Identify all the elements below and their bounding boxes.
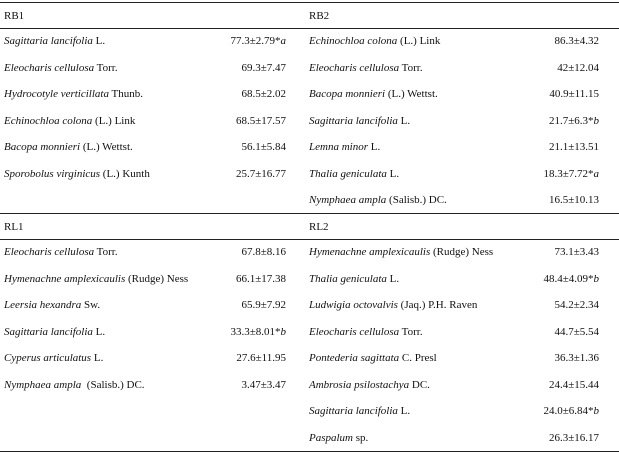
species-name	[309, 379, 430, 392]
value-mean-sd: 66.1±17.38	[235, 272, 286, 285]
species-scientific-name: Sagittaria lancifolia	[309, 405, 398, 417]
species-scientific-name: Sagittaria lancifolia	[4, 325, 93, 338]
species-authority: (Rudge) Ness	[125, 272, 189, 285]
value-mean-sd: 67.8±8.16	[241, 246, 286, 258]
value-mean-sd: 16.5±10.13	[548, 194, 599, 206]
species-authority: L.	[367, 141, 381, 153]
species-scientific-name: Ambrosia psilostachya	[309, 378, 410, 391]
species-authority: (L.) Link	[397, 35, 441, 47]
species-name	[4, 246, 118, 259]
species-scientific-name: Hymenachne amplexicaulis	[309, 246, 431, 258]
value-significance-letter: b	[593, 114, 599, 127]
species-value	[543, 405, 599, 418]
species-scientific-name: Leersia hexandra	[4, 299, 82, 311]
species-name	[4, 326, 105, 339]
species-name	[309, 35, 440, 48]
species-authority: (Salisb.) DC.	[386, 194, 447, 206]
value-mean-sd: 54.2±2.34	[554, 299, 599, 311]
species-value	[554, 299, 599, 312]
species-name	[309, 326, 423, 339]
species-value	[557, 62, 599, 75]
species-scientific-name: Eleocharis cellulosa	[309, 325, 400, 338]
species-authority: Sw.	[81, 299, 101, 311]
species-authority: L.	[92, 325, 106, 338]
species-name	[309, 352, 437, 365]
species-authority: Torr.	[399, 325, 423, 338]
species-scientific-name: Thalia geniculata	[309, 167, 387, 180]
value-mean-sd: 69.3±7.47	[241, 61, 286, 74]
value-mean-sd: 48.4±4.09*	[543, 272, 594, 285]
value-mean-sd: 3.47±3.47	[241, 378, 286, 391]
value-significance-letter: a	[280, 35, 286, 47]
species-value	[549, 115, 599, 128]
species-scientific-name: Hydrocotyle verticillata	[4, 88, 109, 100]
value-mean-sd: 77.3±2.79*	[230, 35, 281, 47]
species-scientific-name: Eleocharis cellulosa	[4, 61, 95, 74]
species-name	[309, 273, 399, 286]
value-mean-sd: 68.5±17.57	[235, 114, 286, 127]
value-mean-sd: 33.3±8.01*	[230, 325, 281, 338]
species-name	[4, 35, 105, 48]
species-authority: Torr.	[94, 61, 118, 74]
species-authority: Thunb.	[108, 88, 144, 100]
species-value	[241, 379, 286, 392]
section-header-rl1: RL1	[4, 221, 24, 233]
species-value	[549, 88, 599, 101]
species-scientific-name: Eleocharis cellulosa	[309, 61, 400, 74]
species-scientific-name: Sagittaria lancifolia	[309, 114, 398, 127]
species-authority: DC.	[409, 378, 430, 391]
value-mean-sd: 44.7±5.54	[554, 325, 599, 338]
species-scientific-name: Eleocharis cellulosa	[4, 246, 95, 258]
section-rule-middle	[0, 213, 619, 214]
species-authority: (L.) Link	[92, 114, 136, 127]
species-name	[309, 432, 368, 445]
species-name	[4, 168, 150, 181]
value-significance-letter: a	[593, 167, 599, 180]
species-name	[309, 405, 410, 418]
value-mean-sd: 21.7±6.3*	[548, 114, 594, 127]
value-mean-sd: 86.3±4.32	[554, 35, 599, 47]
species-authority: L.	[386, 272, 400, 285]
species-value	[554, 246, 599, 259]
value-mean-sd: 42±12.04	[557, 61, 599, 74]
species-value	[549, 194, 599, 207]
value-mean-sd: 65.9±7.92	[241, 299, 286, 311]
species-authority: Torr.	[399, 61, 423, 74]
species-scientific-name: Thalia geniculata	[309, 272, 387, 285]
species-scientific-name: Paspalum	[309, 431, 353, 444]
species-scientific-name: Bacopa monnieri	[4, 141, 81, 153]
species-value	[543, 168, 599, 181]
species-authority: (L.) Wettst.	[385, 88, 438, 100]
species-value	[241, 299, 286, 312]
value-significance-letter: b	[593, 405, 599, 417]
value-mean-sd: 40.9±11.15	[549, 88, 599, 100]
species-name	[4, 115, 135, 128]
species-authority: sp.	[353, 431, 369, 444]
species-authority: (L.) Kunth	[100, 167, 150, 180]
species-value	[549, 379, 599, 392]
value-mean-sd: 68.5±2.02	[241, 88, 286, 100]
value-mean-sd: 21.1±13.51	[548, 141, 599, 153]
species-value	[241, 141, 286, 154]
species-scientific-name: Bacopa monnieri	[309, 88, 386, 100]
species-name	[309, 115, 410, 128]
species-authority: (L.) Wettst.	[80, 141, 133, 153]
value-mean-sd: 73.1±3.43	[554, 246, 599, 258]
species-name	[4, 62, 118, 75]
species-scientific-name: Echinochloa colona	[4, 114, 93, 127]
bottom-rule	[0, 451, 619, 452]
species-value	[241, 246, 286, 259]
species-authority: L.	[397, 405, 411, 417]
value-significance-letter: b	[593, 272, 599, 285]
section-header-rl2: RL2	[309, 221, 329, 233]
species-authority: (Jaq.) P.H. Raven	[397, 299, 478, 311]
species-value	[554, 352, 599, 365]
species-scientific-name: Nymphaea ampla	[309, 194, 387, 206]
species-authority: L.	[397, 114, 411, 127]
species-name	[4, 352, 103, 365]
species-scientific-name: Hymenachne amplexicaulis	[4, 272, 126, 285]
species-name	[4, 273, 188, 286]
value-significance-letter: b	[280, 325, 286, 338]
species-scientific-name: Echinochloa colona	[309, 35, 398, 47]
header-rule-upper	[0, 28, 619, 29]
species-scientific-name: Ludwigia octovalvis	[309, 299, 398, 311]
species-value	[230, 35, 286, 48]
species-scientific-name: Cyperus articulatus	[4, 352, 92, 364]
species-authority: C. Presl	[399, 352, 437, 364]
species-name	[4, 88, 143, 101]
species-value	[549, 141, 599, 154]
value-mean-sd: 26.3±16.17	[548, 431, 599, 444]
species-scientific-name: Sagittaria lancifolia	[4, 35, 93, 47]
species-authority: (Salisb.) DC.	[81, 378, 145, 391]
species-name	[309, 194, 447, 207]
value-mean-sd: 24.0±6.84*	[543, 405, 594, 417]
species-name	[309, 168, 399, 181]
species-name	[4, 379, 145, 392]
species-scientific-name: Sporobolus virginicus	[4, 167, 101, 180]
section-header-rb1: RB1	[4, 10, 25, 22]
top-rule	[0, 2, 619, 3]
species-value	[236, 168, 286, 181]
value-mean-sd: 27.6±11.95	[236, 352, 286, 364]
species-value	[241, 88, 286, 101]
species-authority: L.	[91, 352, 104, 364]
species-value	[236, 273, 286, 286]
species-name	[309, 62, 423, 75]
value-mean-sd: 18.3±7.72*	[543, 167, 594, 180]
value-mean-sd: 24.4±15.44	[548, 378, 599, 391]
species-authority: L.	[386, 167, 400, 180]
species-value	[230, 326, 286, 339]
species-value	[554, 326, 599, 339]
species-value	[236, 115, 286, 128]
species-name	[4, 141, 133, 154]
section-header-rb2: RB2	[309, 10, 330, 22]
value-mean-sd: 56.1±5.84	[241, 141, 286, 153]
species-authority: Torr.	[94, 246, 118, 258]
species-value	[241, 62, 286, 75]
species-name	[309, 246, 493, 259]
species-scientific-name: Nymphaea ampla	[4, 378, 82, 391]
species-scientific-name: Lemna minor	[309, 141, 368, 153]
species-value	[543, 273, 599, 286]
header-rule-lower	[0, 239, 619, 240]
value-mean-sd: 25.7±16.77	[235, 167, 286, 180]
value-mean-sd: 36.3±1.36	[554, 352, 599, 364]
species-authority: L.	[92, 35, 106, 47]
species-authority: (Rudge) Ness	[430, 246, 494, 258]
species-value	[554, 35, 599, 48]
species-value	[236, 352, 286, 365]
species-name	[4, 299, 100, 312]
species-name	[309, 141, 380, 154]
species-value	[549, 432, 599, 445]
species-name	[309, 299, 477, 312]
species-name	[309, 88, 438, 101]
species-scientific-name: Pontederia sagittata	[309, 352, 400, 364]
